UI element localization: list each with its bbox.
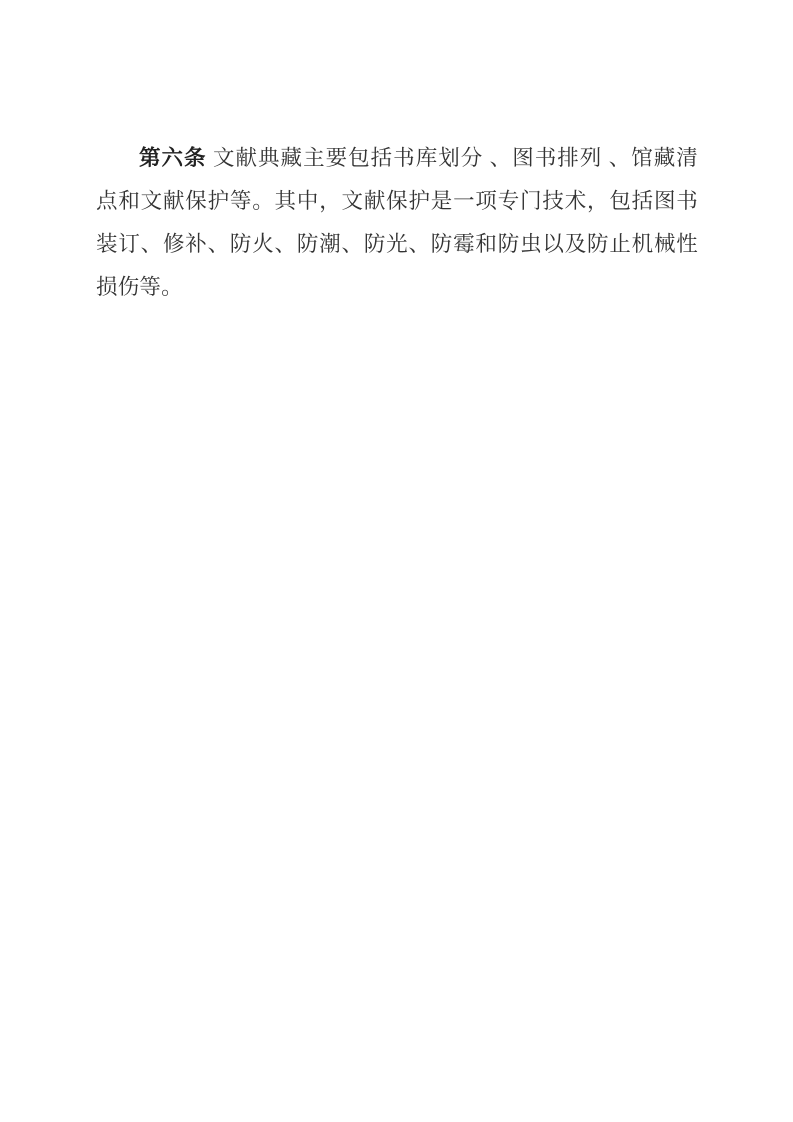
article-number: 第六条 <box>139 146 207 170</box>
article-text: 文献典藏主要包括书库划分 、图书排列 、馆藏清点和文献保护等。其中，文献保护是一项专门技术，包括图书装订、修补、防火、防潮、防光、防霉和防虫以及防止机械性损伤等。 <box>96 146 698 299</box>
article-paragraph <box>96 137 698 309</box>
